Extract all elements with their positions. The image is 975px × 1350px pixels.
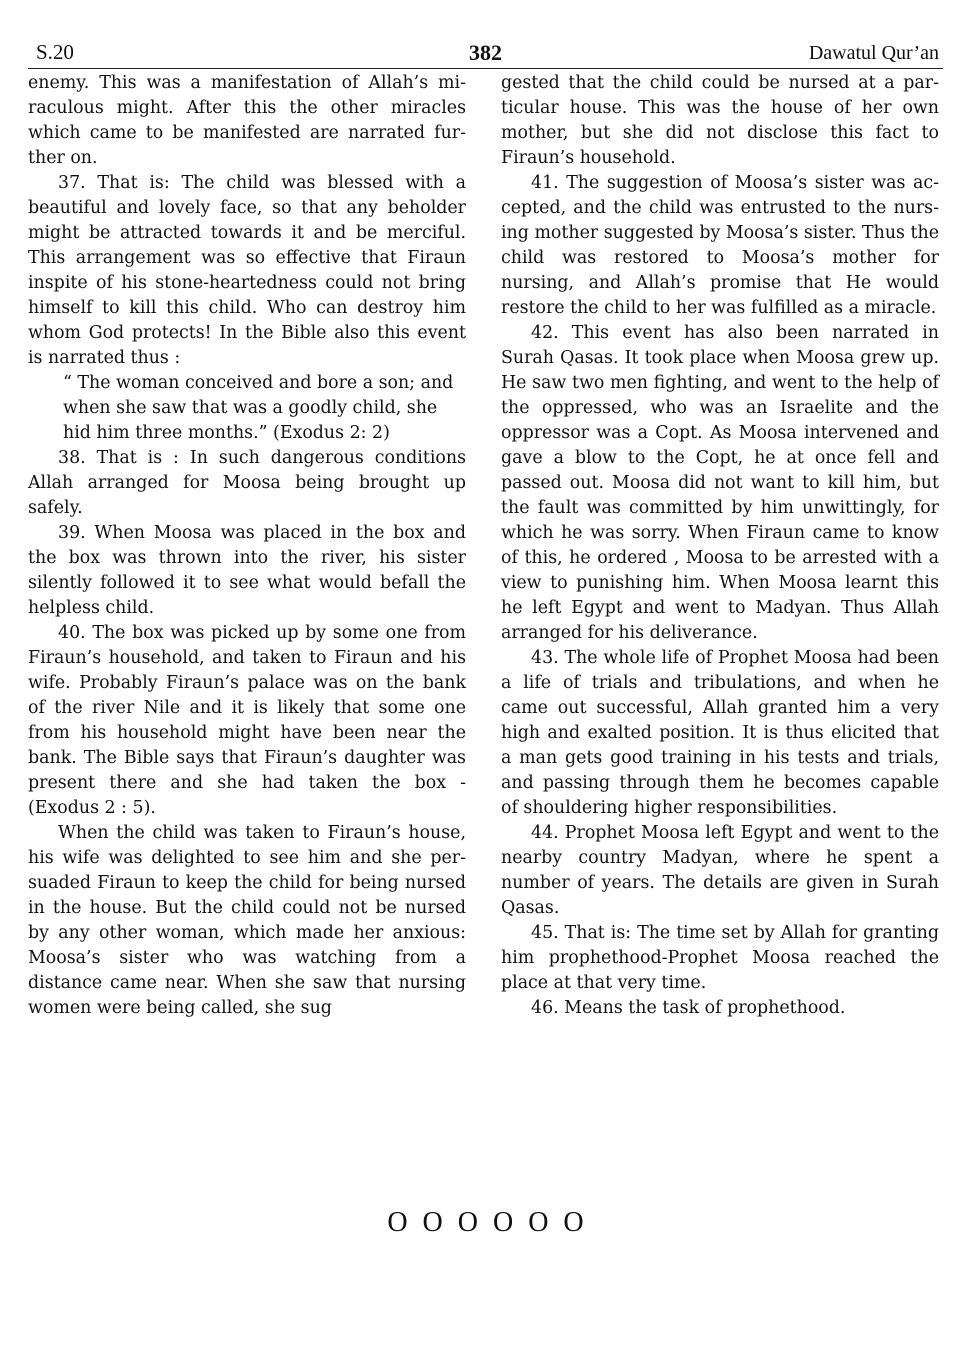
note-39: 39. When Moosa was placed in the box and the box was thrown into the river, his sister silently followed it to see what would befall the helpless child. — [28, 523, 466, 618]
note-45: 45. That is: The time set by Allah for granting him prophethood-Prophet Moosa reached the place at that very time. — [501, 923, 939, 993]
note-38: 38. That is : In such dangerous conditions Allah arranged for Moosa being brought up safely. — [28, 448, 466, 518]
note-37: 37. That is: The child was blessed with a beautiful and lovely face, so that any beholder might be attracted towards it and be merciful. This arrangement was so effective that Firaun inspite of his stone-heartedness could not bring himself to kill this child. Who can destroy him whom God protects! In the Bible also this event is narrated thus : — [28, 173, 466, 368]
page-header — [28, 38, 943, 69]
paragraph-continued: gested that the child could be nursed at a particular house. This was the house of her own mother, but she did not disclose this fact to Firaun’s household. — [501, 73, 939, 168]
left-column — [28, 71, 466, 1021]
bible-quote: “ The woman conceived and bore a son; and when she saw that was a goodly child, she hid him three months.” (Exodus 2: 2) — [63, 373, 454, 443]
note-44: 44. Prophet Moosa left Egypt and went to the nearby country Madyan, where he spent a number of years. The details are given in Surah Qasas. — [501, 823, 939, 918]
note-40-continued: When the child was taken to Firaun’s house, his wife was delighted to see him and she persuaded Firaun to keep the child for being nursed in the house. But the child could not be nursed by any other woman, which made her anxious: Moosa’s sister who was watching from a distance came near. When she saw that nursing women were being called, she sug — [28, 823, 466, 1018]
surah-label: S.20 — [36, 40, 74, 64]
right-column — [501, 71, 939, 1021]
book-title: Dawatul Qur’an — [808, 42, 939, 64]
note-42: 42. This event has also been narrated in Surah Qasas. It took place when Moosa grew up. He saw two men fighting, and went to the help of the oppressed, who was an Israelite and the oppressor was a Copt. As Moosa intervened and gave a blow to the Copt, he at once fell and passed out. Moosa did not want to kill him, but the fault was committed by him unwittingly, for which he was sorry. When Firaun came to know of this, he ordered , Moosa to be arrested with a view to punishing him. When Moosa learnt this he left Egypt and went to Madyan. Thus Allah arranged for his deliverance. — [501, 323, 939, 643]
note-43: 43. The whole life of Prophet Moosa had been a life of trials and tribulations, and when he came out successful, Allah granted him a very high and exalted position. It is thus elicited that a man gets good training in his tests and trials, and passing through them he becomes capable of shouldering higher responsibilities. — [501, 648, 939, 818]
note-40: 40. The box was picked up by some one from Firaun’s household, and taken to Firaun and his wife. Probably Firaun’s palace was on the bank of the river Nile and it is likely that some one from his household might have been near the bank. The Bible says that Firaun’s daughter was present there and she had taken the box -(Exodus 2 : 5). — [28, 623, 466, 818]
paragraph-continued: enemy. This was a manifestation of Allah’s miraculous might. After this the other miracles which came to be manifested are narrated further on. — [28, 73, 466, 168]
note-46: 46. Means the task of prophethood. — [531, 998, 846, 1018]
end-ornament: O O O O O O — [387, 1207, 588, 1238]
note-41: 41. The suggestion of Moosa’s sister was accepted, and the child was entrusted to the nursing mother suggested by Moosa’s sister. Thus the child was restored to Moosa’s mother for nursing, and Allah’s promise that He would restore the child to her was fulfilled as a miracle. — [501, 173, 939, 318]
page-number: 382 — [469, 40, 502, 65]
